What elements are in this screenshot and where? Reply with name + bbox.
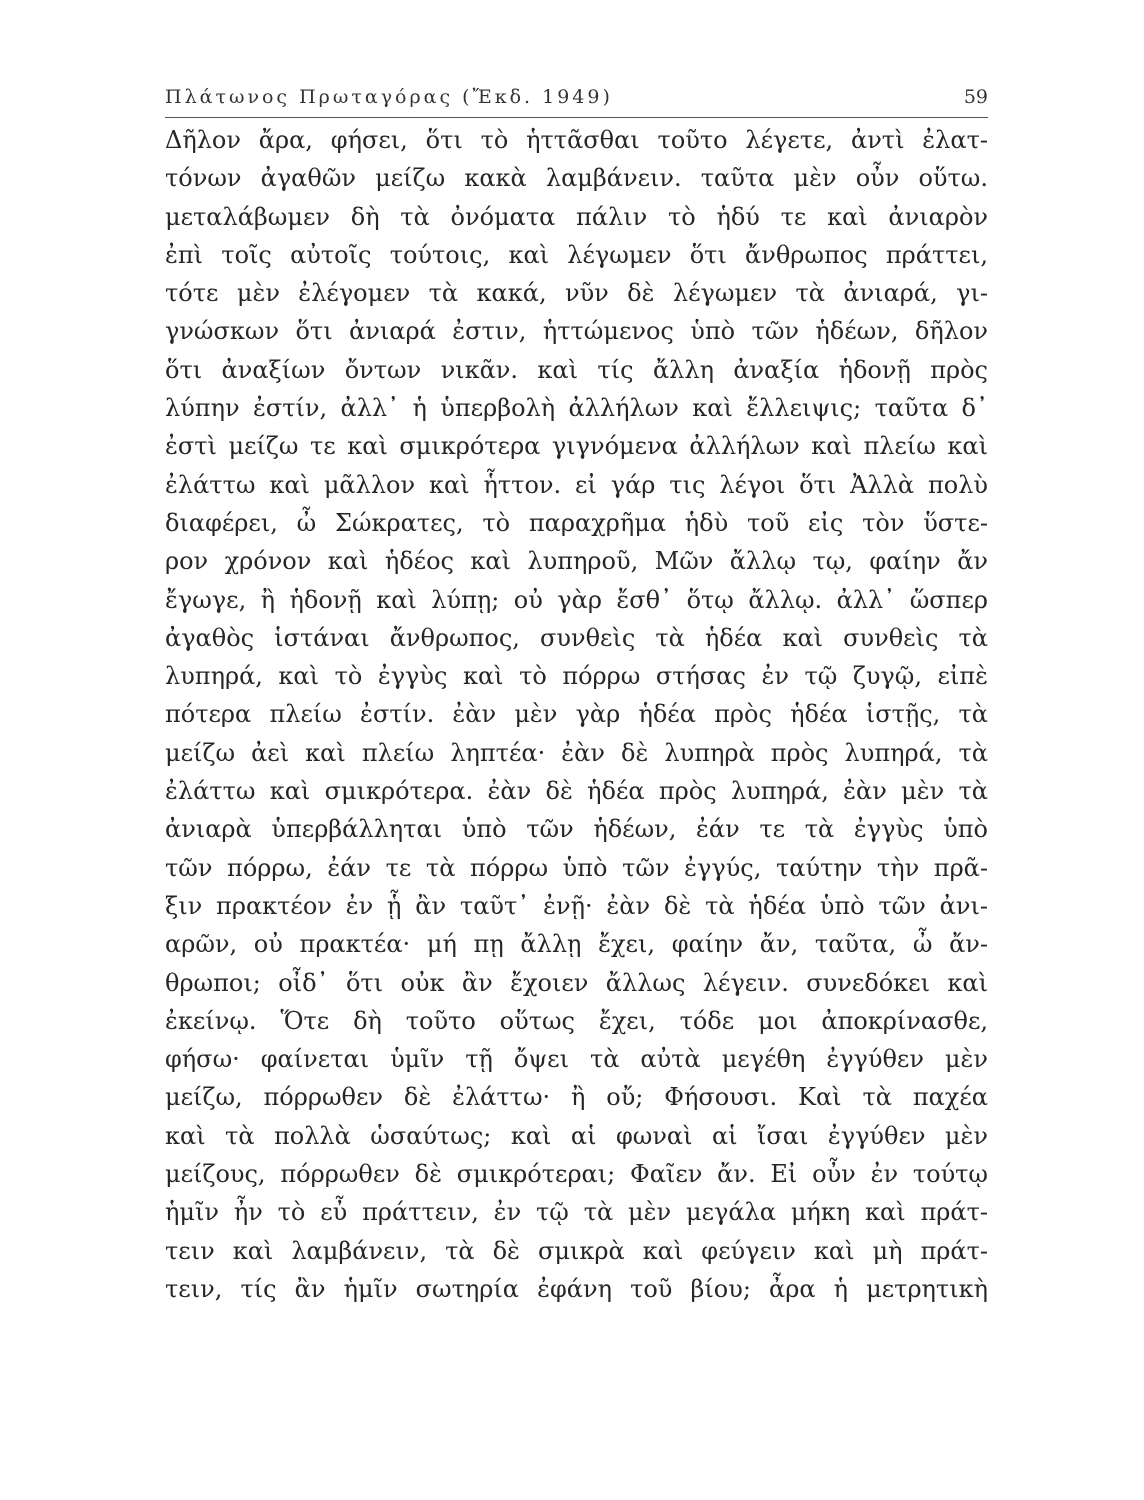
text-line: μεταλάβωμεν δὴ τὰ ὀνόματα πάλιν τὸ ἡδύ τε καὶ ἀνιαρὸν bbox=[165, 202, 988, 231]
text-line: ρον χρόνον καὶ ἡδέος καὶ λυπηροῦ, Μῶν ἄλλῳ τῳ, φαίην ἄν bbox=[165, 547, 988, 576]
text-line: τόνων ἀγαθῶν μείζω κακὰ λαμβάνειν. ταῦτα μὲν οὖν οὕτω. bbox=[165, 164, 988, 193]
text-line: ἔγωγε, ἢ ἡδονῇ καὶ λύπῃ; οὐ γὰρ ἔσθ᾽ ὅτῳ ἄλλῳ. ἀλλ᾽ ὥσπερ bbox=[165, 585, 988, 614]
header-rule bbox=[165, 117, 988, 118]
page-number: 59 bbox=[963, 86, 988, 108]
text-line: διαφέρει, ὦ Σώκρατες, τὸ παραχρῆμα ἡδὺ τοῦ εἰς τὸν ὕστε- bbox=[165, 508, 988, 537]
text-line: μείζω ἀεὶ καὶ πλείω ληπτέα· ἐὰν δὲ λυπηρὰ πρὸς λυπηρά, τὰ bbox=[165, 738, 988, 767]
text-line: αρῶν, οὐ πρακτέα· μή πῃ ἄλλῃ ἔχει, φαίην ἄν, ταῦτα, ὦ ἄν- bbox=[165, 930, 988, 959]
text-line: τῶν πόρρω, ἐάν τε τὰ πόρρω ὑπὸ τῶν ἐγγύς, ταύτην τὴν πρᾶ- bbox=[165, 853, 988, 882]
text-line: ἐκείνῳ. Ὅτε δὴ τοῦτο οὕτως ἔχει, τόδε μοι ἀποκρίνασθε, bbox=[165, 1006, 988, 1035]
text-line: λυπηρά, καὶ τὸ ἐγγὺς καὶ τὸ πόρρω στήσας ἐν τῷ ζυγῷ, εἰπὲ bbox=[165, 662, 988, 691]
text-line: ἡμῖν ἦν τὸ εὖ πράττειν, ἐν τῷ τὰ μὲν μεγάλα μήκη καὶ πράτ- bbox=[165, 1198, 988, 1227]
text-line: μείζω, πόρρωθεν δὲ ἐλάττω· ἢ οὔ; Φήσουσι. Καὶ τὰ παχέα bbox=[165, 1083, 988, 1112]
text-line: τειν, τίς ἂν ἡμῖν σωτηρία ἐφάνη τοῦ βίου; ἆρα ἡ μετρητικὴ bbox=[165, 1274, 988, 1303]
text-line: ἐλάττω καὶ μᾶλλον καὶ ἧττον. εἰ γάρ τις λέγοι ὅτι Ἀλλὰ πολὺ bbox=[165, 470, 988, 499]
text-line: μείζους, πόρρωθεν δὲ σμικρότεραι; Φαῖεν ἄν. Εἰ οὖν ἐν τούτῳ bbox=[165, 1160, 988, 1189]
text-line: τειν καὶ λαμβάνειν, τὰ δὲ σμικρὰ καὶ φεύγειν καὶ μὴ πράτ- bbox=[165, 1236, 988, 1265]
text-line: τότε μὲν ἐλέγομεν τὰ κακά, νῦν δὲ λέγωμεν τὰ ἀνιαρά, γι- bbox=[165, 279, 988, 308]
text-line: γνώσκων ὅτι ἀνιαρά ἐστιν, ἡττώμενος ὑπὸ τῶν ἡδέων, δῆλον bbox=[165, 317, 988, 346]
running-head-title: Πλάτωνος Πρωταγόρας (Ἔκδ. 1949) bbox=[165, 86, 613, 108]
text-line: ξιν πρακτέον ἐν ᾗ ἂν ταῦτ᾽ ἐνῇ· ἐὰν δὲ τὰ ἡδέα ὑπὸ τῶν ἀνι- bbox=[165, 891, 988, 920]
text-line: φήσω· φαίνεται ὑμῖν τῇ ὄψει τὰ αὐτὰ μεγέθη ἐγγύθεν μὲν bbox=[165, 1045, 988, 1074]
text-line: ἐστὶ μείζω τε καὶ σμικρότερα γιγνόμενα ἀλλήλων καὶ πλείω καὶ bbox=[165, 432, 988, 461]
body-text bbox=[165, 121, 988, 1308]
text-line: ἐπὶ τοῖς αὐτοῖς τούτοις, καὶ λέγωμεν ὅτι ἄνθρωπος πράττει, bbox=[165, 240, 988, 269]
text-line: ἀγαθὸς ἱστάναι ἄνθρωπος, συνθεὶς τὰ ἡδέα καὶ συνθεὶς τὰ bbox=[165, 623, 988, 652]
text-line: ἀνιαρὰ ὑπερβάλληται ὑπὸ τῶν ἡδέων, ἐάν τε τὰ ἐγγὺς ὑπὸ bbox=[165, 815, 988, 844]
text-line: θρωποι; οἶδ᾽ ὅτι οὐκ ἂν ἔχοιεν ἄλλως λέγειν. συνεδόκει καὶ bbox=[165, 968, 988, 997]
text-line: Δῆλον ἄρα, φήσει, ὅτι τὸ ἡττᾶσθαι τοῦτο λέγετε, ἀντὶ ἐλατ- bbox=[165, 126, 988, 154]
text-line: ὅτι ἀναξίων ὄντων νικᾶν. καὶ τίς ἄλλη ἀναξία ἡδονῇ πρὸς bbox=[165, 355, 988, 384]
text-line: λύπην ἐστίν, ἀλλ᾽ ἡ ὑπερβολὴ ἀλλήλων καὶ ἔλλειψις; ταῦτα δ᾽ bbox=[165, 394, 988, 423]
text-line: ἐλάττω καὶ σμικρότερα. ἐὰν δὲ ἡδέα πρὸς λυπηρά, ἐὰν μὲν τὰ bbox=[165, 777, 988, 806]
text-line: πότερα πλείω ἐστίν. ἐὰν μὲν γὰρ ἡδέα πρὸς ἡδέα ἱστῇς, τὰ bbox=[165, 700, 988, 729]
running-head bbox=[165, 86, 988, 112]
text-line: καὶ τὰ πολλὰ ὡσαύτως; καὶ αἱ φωναὶ αἱ ἴσαι ἐγγύθεν μὲν bbox=[165, 1121, 988, 1150]
